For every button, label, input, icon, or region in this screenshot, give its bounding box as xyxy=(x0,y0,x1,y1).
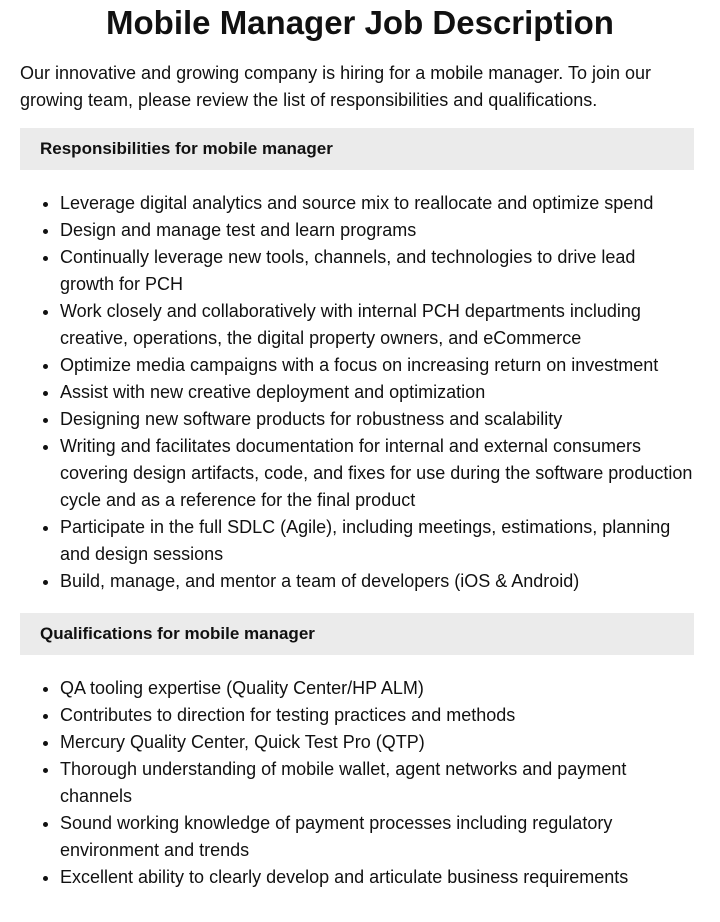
responsibilities-list xyxy=(20,190,694,595)
list-item: • Contributes to direction for testing practices and methods xyxy=(60,702,694,729)
list-item: • Design and manage test and learn programs xyxy=(60,217,694,244)
list-item: • Continually leverage new tools, channels, and technologies to drive lead growth for PCH xyxy=(60,244,694,298)
list-item: • Mercury Quality Center, Quick Test Pro (QTP) xyxy=(60,729,694,756)
page-title: Mobile Manager Job Description xyxy=(106,4,614,41)
list-item: • Optimize media campaigns with a focus on increasing return on investment xyxy=(60,352,694,379)
list-item: • Assist with new creative deployment and optimization xyxy=(60,379,694,406)
list-item: • Build, manage, and mentor a team of developers (iOS & Android) xyxy=(60,568,694,595)
qualifications-list xyxy=(20,675,694,891)
list-item: • Leverage digital analytics and source mix to reallocate and optimize spend xyxy=(60,190,694,217)
list-item: • Sound working knowledge of payment processes including regulatory environment and trends xyxy=(60,810,694,864)
list-item: • Writing and facilitates documentation for internal and external consumers covering design artifacts, code, and fixes for use during the software production cycle and as a reference for the final product xyxy=(60,433,694,514)
list-item: • QA tooling expertise (Quality Center/HP ALM) xyxy=(60,675,694,702)
list-item: • Designing new software products for robustness and scalability xyxy=(60,406,694,433)
list-item: • Work closely and collaboratively with internal PCH departments including creative, operations, the digital property owners, and eCommerce xyxy=(60,298,694,352)
responsibilities-heading: Responsibilities for mobile manager xyxy=(20,128,694,170)
list-item: • Participate in the full SDLC (Agile), including meetings, estimations, planning and design sessions xyxy=(60,514,694,568)
list-item: • Thorough understanding of mobile wallet, agent networks and payment channels xyxy=(60,756,694,810)
qualifications-heading: Qualifications for mobile manager xyxy=(20,613,694,655)
list-item: • Excellent ability to clearly develop and articulate business requirements xyxy=(60,864,694,891)
intro-text: Our innovative and growing company is hiring for a mobile manager. To join our growing team, please review the list of responsibilities and qualifications. xyxy=(20,63,652,110)
